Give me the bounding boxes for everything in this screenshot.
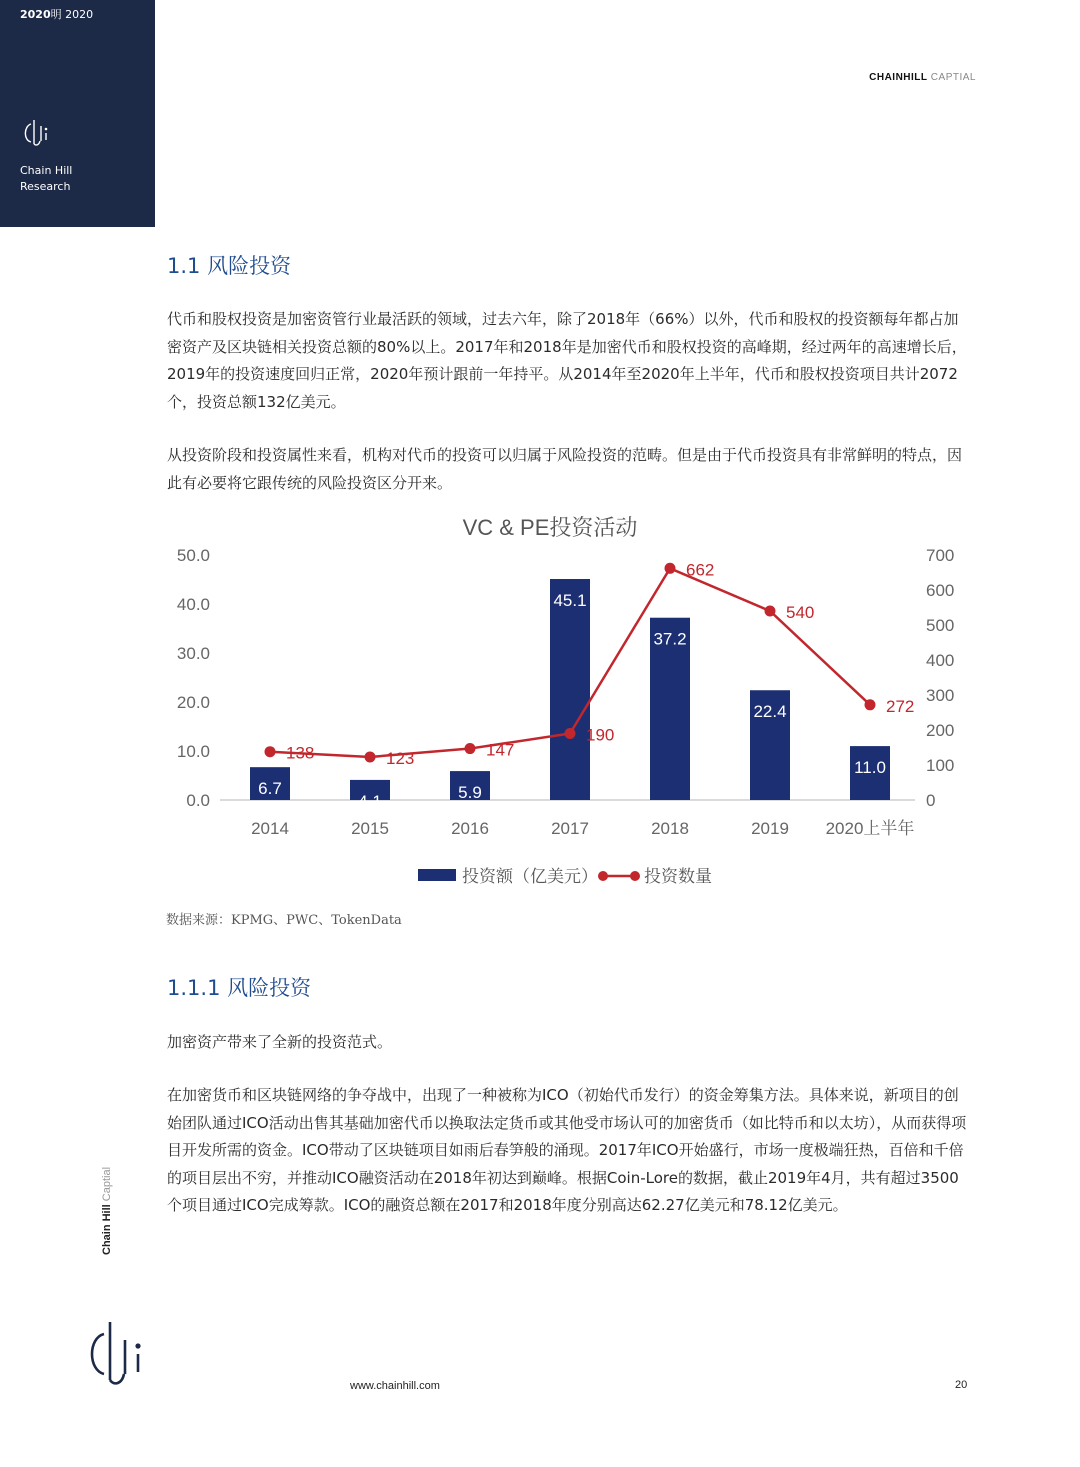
y-left-tick-label: 0.0 (186, 791, 210, 810)
count-point (565, 728, 576, 739)
x-tick-label: 2020上半年 (825, 819, 915, 838)
page-number: 20 (955, 1379, 968, 1391)
legend-bar-label: 投资额（亿美元） (462, 867, 598, 886)
x-tick-label: 2018 (651, 819, 689, 838)
bar-value-label: 5.9 (458, 783, 482, 803)
legend-line-marker (630, 871, 640, 881)
bar-value-label: 11.0 (854, 758, 886, 778)
bar-value-label: 4.1 (358, 791, 382, 811)
investment-chart (160, 505, 955, 900)
y-right-tick-label: 700 (926, 546, 955, 565)
y-right-tick-label: 500 (926, 616, 955, 635)
count-value-label: 540 (786, 603, 815, 622)
y-left-tick-label: 50.0 (176, 546, 210, 565)
count-point (865, 699, 876, 710)
chart-svg (160, 505, 955, 900)
y-left-tick-label: 40.0 (176, 595, 210, 614)
chainhill-logo-icon (20, 118, 52, 152)
x-tick-label: 2019 (751, 819, 789, 838)
y-left-tick-label: 20.0 (176, 693, 210, 712)
y-left-tick-label: 10.0 (176, 742, 210, 761)
count-point (465, 743, 476, 754)
bar-value-label: 22.4 (753, 702, 787, 722)
legend-line-marker (598, 871, 608, 881)
subsection-heading: 1.1.1 风险投资 (167, 976, 312, 1000)
chart-title: VC & PE投资活动 (462, 515, 638, 540)
side-brand-vertical: Chain Hill Captial (101, 1166, 113, 1255)
y-right-tick-label: 100 (926, 756, 955, 775)
y-right-tick-label: 400 (926, 651, 955, 670)
count-value-label: 147 (486, 740, 515, 760)
data-source-note: 数据来源：KPMG、PWC、TokenData (166, 913, 402, 928)
count-value-label: 662 (686, 560, 715, 580)
y-right-tick-label: 0 (926, 791, 936, 810)
count-point (765, 606, 776, 617)
y-right-tick-label: 200 (926, 721, 955, 740)
bar (550, 579, 590, 800)
count-value-label: 190 (586, 725, 615, 745)
header-brand: CHAINHILL CAPTIAL (869, 72, 976, 83)
count-value-label: 123 (386, 748, 415, 768)
footer-logo-icon (82, 1320, 146, 1392)
corner-brand-block (0, 0, 155, 227)
x-tick-label: 2015 (351, 819, 389, 838)
x-tick-label: 2016 (451, 819, 489, 838)
y-right-tick-label: 300 (926, 686, 955, 705)
corner-brand-name: Chain Hill Research (20, 164, 73, 193)
count-point (365, 751, 376, 762)
paragraph: 加密资产带来了全新的投资范式。 (167, 1033, 393, 1051)
legend-bar-swatch (418, 869, 456, 881)
count-value-label: 272 (886, 696, 915, 716)
report-year: 2020明 2020 (20, 8, 94, 21)
legend-line-label: 投资数量 (644, 867, 712, 886)
x-tick-label: 2014 (251, 819, 289, 838)
y-right-tick-label: 600 (926, 581, 955, 600)
count-point (665, 563, 676, 574)
paragraph: 在加密货币和区块链网络的争夺战中，出现了一种被称为ICO（初始代币发行）的资金筹集方法。具体来说，新项目的创始团队通过ICO活动出售其基础加密代币以换取法定货币或其他受市场认可的加密货币（如比特币和以太坊），从而获得项目开发所需的资金。ICO带动了区块链项目如雨后春笋般的涌现。2017年ICO开始盛行，市场一度极端狂热，百倍和千倍的项目层出不穷，并推动ICO融资活动在2018年初达到巅峰。根据Coin-Lore的数据，截止2019年4月，共有超过3500个项目通过ICO完成筹款。ICO的融资总额在2017和2018年度分别高达62.27亿美元和78.12亿美元。 (167, 1086, 967, 1214)
section-heading: 1.1 风险投资 (167, 254, 292, 278)
bar-value-label: 37.2 (653, 629, 687, 649)
count-value-label: 138 (286, 743, 315, 763)
paragraph: 从投资阶段和投资属性来看，机构对代币的投资可以归属于风险投资的范畴。但是由于代币投资具有非常鲜明的特点，因此有必要将它跟传统的风险投资区分开来。 (167, 446, 963, 492)
y-left-tick-label: 30.0 (176, 644, 210, 663)
footer-website: www.chainhill.com (350, 1380, 440, 1392)
x-tick-label: 2017 (551, 819, 589, 838)
bar-value-label: 6.7 (258, 779, 282, 799)
paragraph: 代币和股权投资是加密资管行业最活跃的领域，过去六年，除了2018年（66%）以外，代币和股权的投资额每年都占加密资产及区块链相关投资总额的80%以上。2017年和2018年是加密代币和股权投资的高峰期，经过两年的高速增长后，2019年的投资速度回归正常，2020年预计跟前一年持平。从2014年至2020年上半年，代币和股权投资项目共计2072个，投资总额132亿美元。 (167, 310, 967, 411)
count-point (265, 746, 276, 757)
bar-value-label: 45.1 (553, 591, 587, 611)
